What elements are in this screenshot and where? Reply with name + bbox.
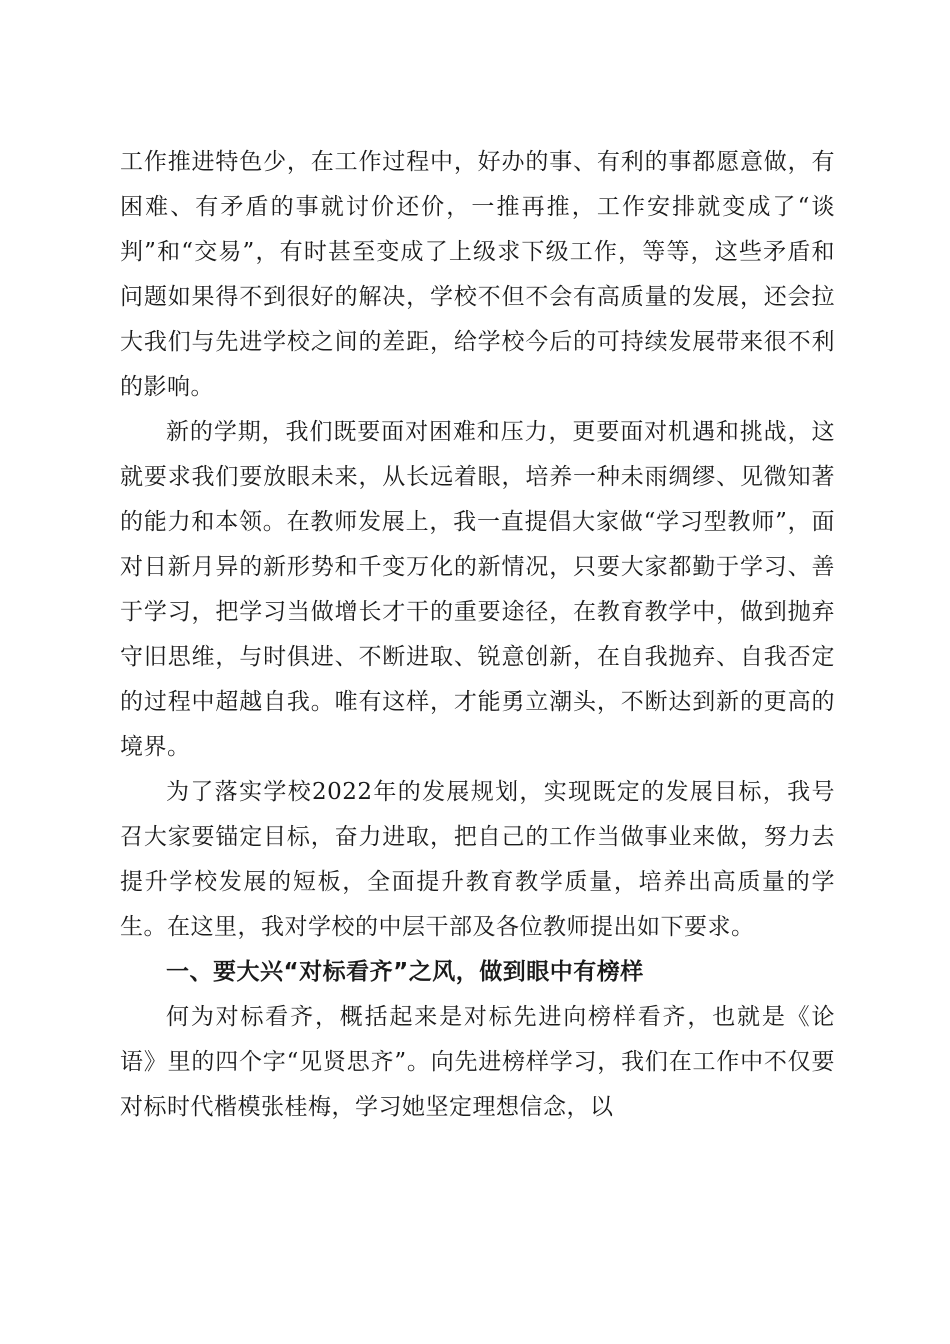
paragraph-1: 工作推进特色少，在工作过程中，好办的事、有利的事都愿意做，有困难、有矛盾的事就讨价还价，一推再推，工作安排就变成了“谈判”和“交易”，有时甚至变成了上级求下级工作，等等，这些矛盾和问题如果得不到很好的解决，学校不但不会有高质量的发展，还会拉大我们与先进学校之间的差距，给学校今后的可持续发展带来很不利的影响。: [120, 149, 835, 400]
document-page: [120, 140, 835, 1130]
paragraph-3: 为了落实学校2022年的发展规划，实现既定的发展目标，我号召大家要锚定目标，奋力进取，把自己的工作当做事业来做，努力去提升学校发展的短板，全面提升教育教学质量，培养出高质量的学生。在这里，我对学校的中层干部及各位教师提出如下要求。: [120, 779, 835, 940]
paragraph-4: 何为对标看齐，概括起来是对标先进向榜样看齐，也就是《论语》里的四个字“见贤思齐”。向先进榜样学习，我们在工作中不仅要对标时代楷模张桂梅，学习她坚定理想信念，以: [120, 1004, 835, 1120]
paragraph-2: 新的学期，我们既要面对困难和压力，更要面对机遇和挑战，这就要求我们要放眼未来，从长远着眼，培养一种未雨绸缪、见微知著的能力和本领。在教师发展上，我一直提倡大家做“学习型教师”，面对日新月异的新形势和千变万化的新情况，只要大家都勤于学习、善于学习，把学习当做增长才干的重要途径，在教育教学中，做到抛弃守旧思维，与时俱进、不断进取、锐意创新，在自我抛弃、自我否定的过程中超越自我。唯有这样，才能勇立潮头，不断达到新的更高的境界。: [120, 419, 835, 760]
section-heading-1: 一、要大兴“对标看齐”之风，做到眼中有榜样: [166, 959, 644, 985]
